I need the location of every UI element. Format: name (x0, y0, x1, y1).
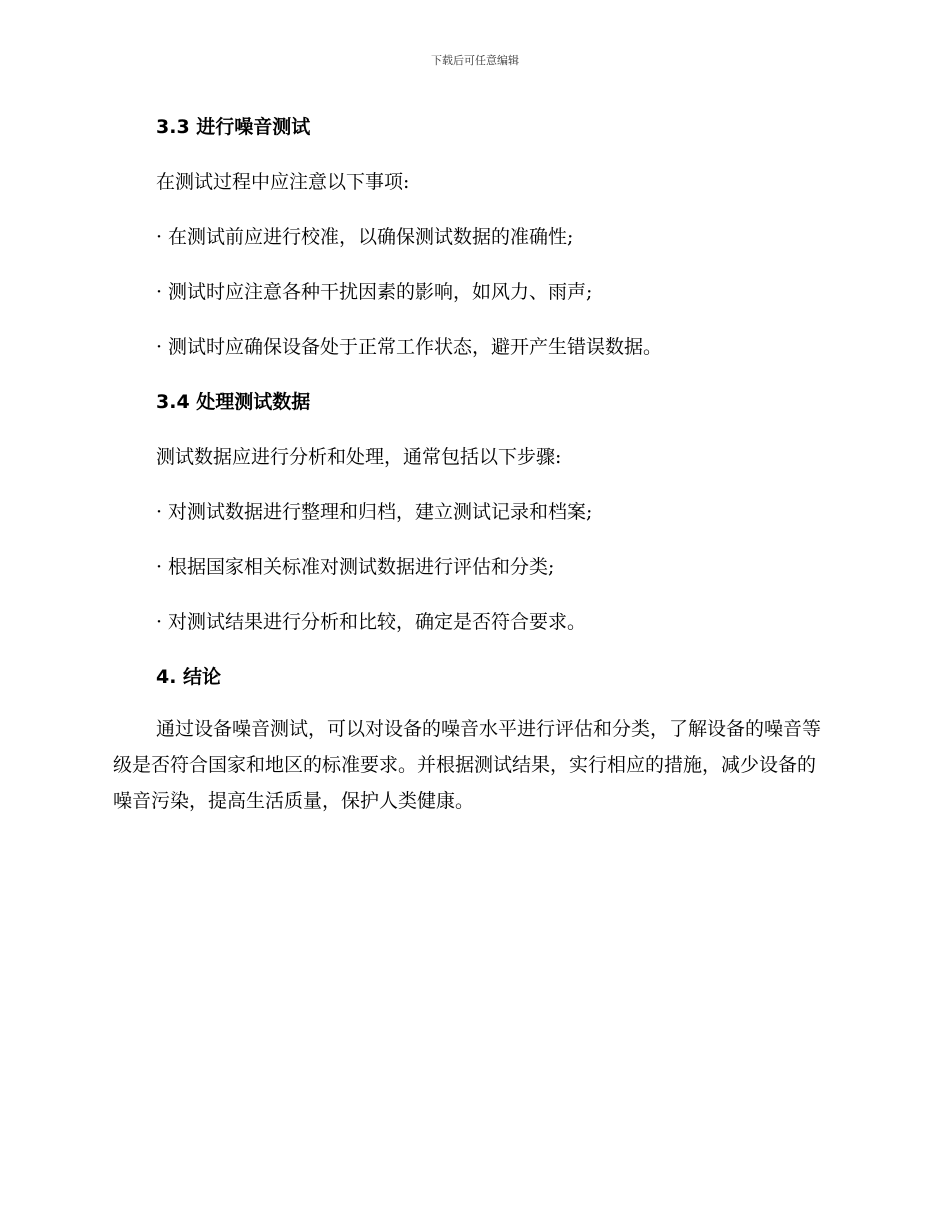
bullet-text: 测试时应注意各种干扰因素的影响，如风力、雨声; (168, 281, 593, 303)
bullet-text: 对测试数据进行整理和归档，建立测试记录和档案; (168, 501, 593, 523)
bullet-dot-icon: · (156, 501, 163, 523)
section-3-4-bullet-2 (113, 544, 833, 599)
bullet-text: 测试时应确保设备处于正常工作状态，避开产生错误数据。 (168, 336, 663, 358)
section-4-heading: 4. 结论 (156, 666, 222, 688)
section-3-4-bullet-3 (113, 599, 833, 654)
bullet-text: 在测试前应进行校准，以确保测试数据的准确性; (168, 226, 574, 248)
bullet-text: 对测试结果进行分析和比较，确定是否符合要求。 (168, 611, 587, 633)
section-3-4-bullet-1 (113, 489, 833, 544)
section-3-3-bullet-1 (113, 214, 833, 269)
section-3-4-heading: 3.4 处理测试数据 (156, 391, 311, 413)
section-3-3-bullet-2 (113, 269, 833, 324)
section-3-3-bullet-3 (113, 324, 833, 379)
section-3-3-heading: 3.3 进行噪音测试 (156, 116, 311, 138)
bullet-dot-icon: · (156, 611, 163, 633)
section-3-4-intro: 测试数据应进行分析和处理，通常包括以下步骤: (156, 446, 562, 468)
document-body (113, 104, 833, 819)
bullet-dot-icon: · (156, 226, 163, 248)
page-header-note: 下载后可任意编辑 (431, 54, 519, 67)
section-4-body: 通过设备噪音测试，可以对设备的噪音水平进行评估和分类，了解设备的噪音等级是否符合国家和地区的标准要求。并根据测试结果，实行相应的措施，减少设备的噪音污染，提高生活质量，保护人类健康。 (113, 718, 822, 812)
bullet-text: 根据国家相关标准对测试数据进行评估和分类; (168, 556, 555, 578)
bullet-dot-icon: · (156, 556, 163, 578)
bullet-dot-icon: · (156, 281, 163, 303)
bullet-dot-icon: · (156, 336, 163, 358)
section-3-3-intro: 在测试过程中应注意以下事项: (156, 171, 410, 193)
